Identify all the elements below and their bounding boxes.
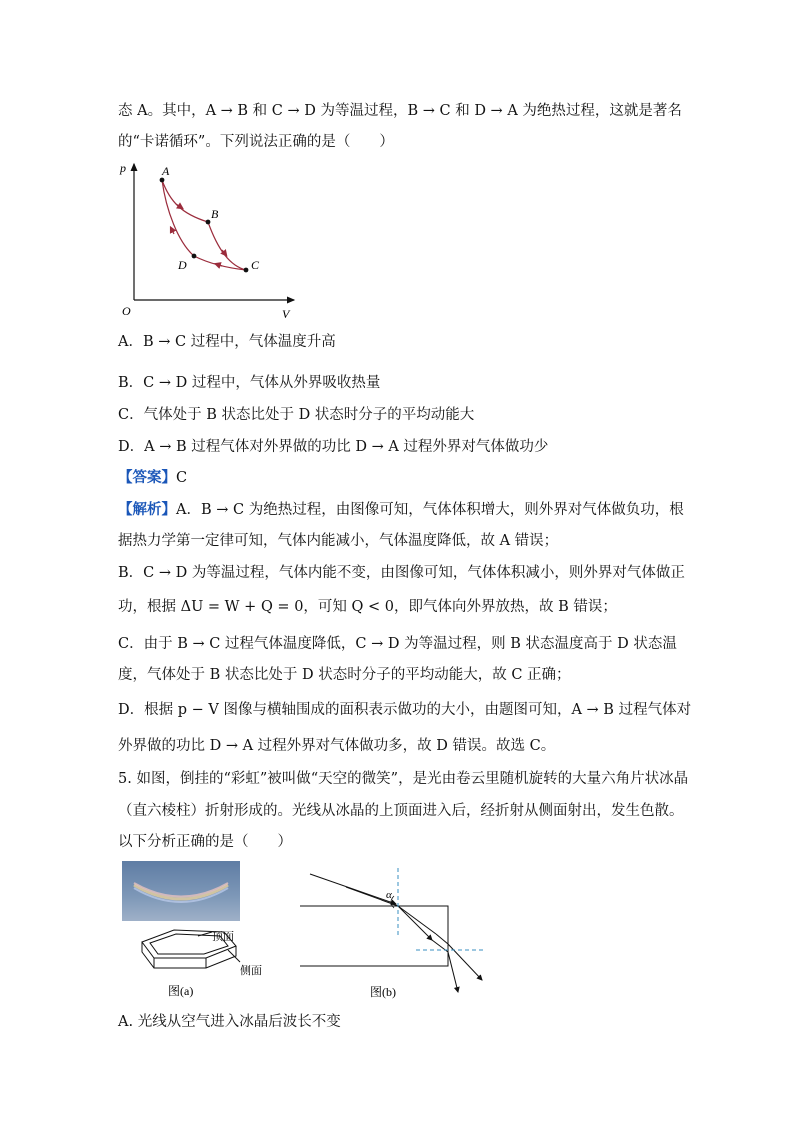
q5-option-a: A. 光线从空气进入冰晶后波长不变 (118, 1014, 341, 1030)
analysis-tag: 【解析】 (118, 501, 176, 518)
q4-analysis-line: D．根据 p − V 图像与横轴围成的面积表示做功的大小，由题图可知，A → B 过程气体对 (118, 702, 692, 718)
q4-analysis-line: B．C → D 为等温过程，气体内能不变，由图像可知，气体体积减小，则外界对气体做正 (118, 565, 685, 581)
q4-stem-line2: 的“卡诺循环”。下列说法正确的是（ ） (118, 134, 394, 150)
point-a (160, 178, 165, 183)
rainbow-photo (122, 861, 240, 921)
q4-analysis-line: 外界做的功比 D → A 过程外界对气体做功多，故 D 错误。故选 C。 (118, 738, 556, 754)
origin-label: O (122, 304, 131, 318)
q4-option-b: B．C → D 过程中，气体从外界吸收热量 (118, 375, 381, 391)
hex-prism-figure (128, 924, 288, 1002)
q4-analysis-line: C．由于 B → C 过程气体温度降低，C → D 为等温过程，则 B 状态温度高于 D 状态温 (118, 636, 677, 652)
q5-stem-line: 5. 如图，倒挂的“彩虹”被叫做“天空的微笑”，是光由卷云里随机旋转的大量六角片状冰晶 (118, 771, 689, 787)
point-c (244, 268, 249, 273)
pv-graph (118, 158, 308, 323)
curve-cd (194, 256, 246, 270)
arrow-da (171, 228, 174, 234)
side-face-label: 侧面 (240, 964, 262, 977)
axis-p-label: p (120, 161, 126, 175)
answer-value: C (176, 470, 188, 486)
q4-option-a: A．B → C 过程中，气体温度升高 (118, 334, 336, 350)
point-b (206, 220, 211, 225)
curve-bc (208, 222, 246, 270)
q5-stem-line: 以下分析正确的是（ ） (118, 834, 292, 850)
label-a: A (162, 164, 170, 178)
fig-b-caption: 图(b) (370, 985, 396, 999)
q4-analysis-line: 【解析】A．B → C 为绝热过程，由图像可知，气体体积增大，则外界对气体做负功，根 (118, 501, 684, 518)
label-b: B (211, 207, 219, 221)
q4-analysis-line: 据热力学第一定律可知，气体内能减小，气体温度降低，故 A 错误； (118, 533, 559, 549)
label-c: C (251, 258, 260, 272)
label-d: D (178, 258, 187, 272)
point-d (192, 254, 197, 259)
answer-tag: 【答案】 (118, 469, 176, 486)
q4-analysis-line: 功，根据 ΔU = W + Q = 0，可知 Q < 0，即气体向外界放热，故 B 错误； (118, 599, 617, 615)
q4-option-d: D．A → B 过程气体对外界做的功比 D → A 过程外界对气体做功少 (118, 439, 549, 455)
top-face-label: 顶面 (212, 930, 234, 943)
q4-answer (118, 467, 187, 489)
fig-a-caption: 图(a) (168, 984, 194, 998)
q4-stem-line1: 态 A。其中，A → B 和 C → D 为等温过程，B → C 和 D → A 为绝热过程，这就是著名 (118, 103, 682, 119)
q5-stem-line: （直六棱柱）折射形成的。光线从冰晶的上顶面进入后，经折射从侧面射出，发生色散。 (118, 803, 684, 819)
q4-option-c: C．气体处于 B 状态比处于 D 状态时分子的平均动能大 (118, 407, 475, 423)
axis-v-label: V (282, 307, 290, 321)
refraction-diagram (296, 866, 496, 1001)
q4-analysis-line: 度，气体处于 B 状态比处于 D 状态时分子的平均动能大，故 C 正确； (118, 667, 571, 683)
curve-ab (162, 180, 208, 222)
angle-label: α (386, 889, 392, 901)
